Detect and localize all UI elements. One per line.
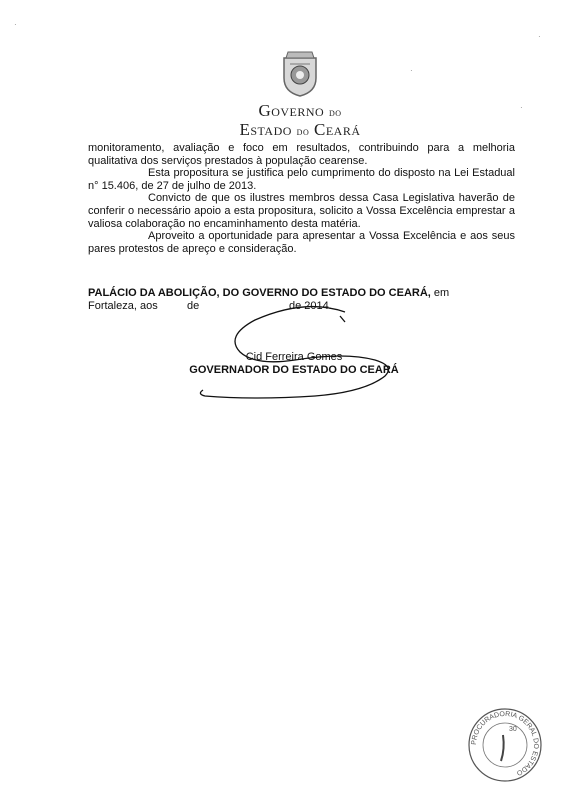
letter-body — [88, 142, 515, 255]
paragraph-3: Convicto de que os ilustres membros dessa Casa Legislativa haverão de conferir o necessário apoio a esta propositura, solicito a Vossa Excelência emprestar a valiosa colaboração no encaminhamento desta matéria. — [88, 192, 515, 230]
header-governo: Governo — [258, 101, 325, 120]
closing-line — [88, 287, 515, 300]
date-year: de 2014. — [289, 300, 332, 312]
stamp-number: 30 — [509, 726, 517, 733]
signer-title: GOVERNADOR DO ESTADO DO CEARÁ — [189, 364, 399, 376]
scan-speck: · — [520, 103, 523, 112]
paragraph-4: Aproveito a oportunidade para apresentar a Vossa Excelência e aos seus pares protestos de apreço e consideração. — [88, 230, 515, 255]
header-do-1: do — [328, 105, 342, 119]
date-de: de — [187, 300, 200, 312]
scan-speck: · — [538, 32, 541, 41]
signer-name: Cid Ferreira Gomes — [245, 351, 343, 363]
closing-em: em — [430, 287, 450, 299]
scan-speck: · — [14, 20, 17, 29]
date-city: Fortaleza, aos — [88, 300, 158, 312]
header-estado: Estado — [239, 120, 292, 139]
procuradoria-stamp — [465, 705, 545, 785]
scan-speck: · — [410, 66, 413, 75]
header-do-2: do — [296, 124, 310, 138]
paragraph-2: Esta propositura se justifica pelo cumprimento do disposto na Lei Estadual n° 15.406, de 27 de julho de 2013. — [88, 167, 515, 192]
government-header — [200, 102, 400, 140]
stamp-text: PROCURADORIA GERAL DO ESTADO — [470, 710, 540, 777]
coat-of-arms-emblem — [278, 48, 322, 98]
palace-text: PALÁCIO DA ABOLIÇÃO, DO GOVERNO DO ESTADO DO CEARÁ, — [88, 287, 431, 299]
paragraph-1: monitoramento, avaliação e foco em resultados, contribuindo para a melhoria qualitativa dos serviços prestados à população cearense. — [88, 142, 515, 167]
header-ceara: Ceará — [313, 120, 361, 139]
